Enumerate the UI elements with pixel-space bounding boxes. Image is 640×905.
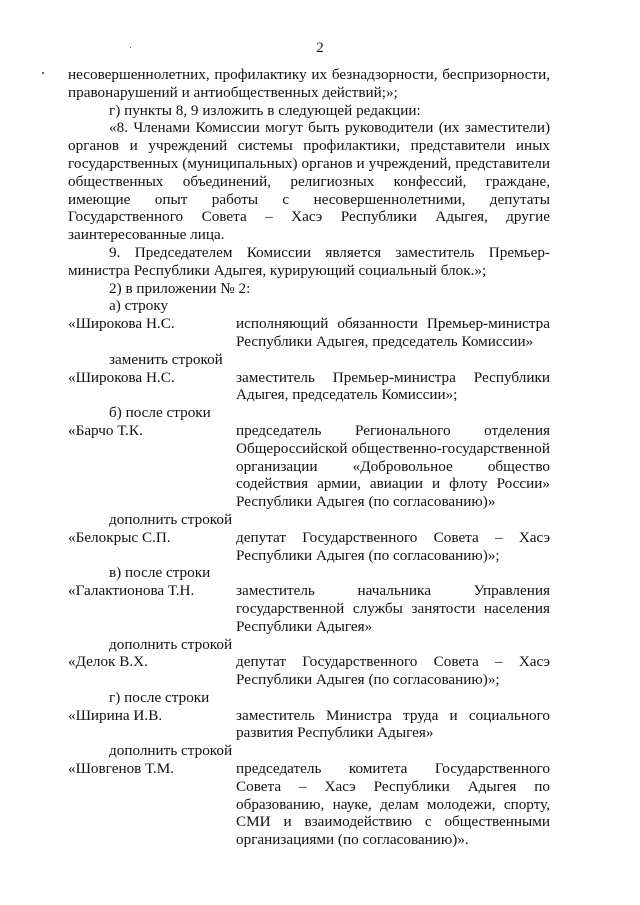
block-label: дополнить строкой xyxy=(109,742,233,760)
member-description: председатель Регионального отделения Общероссийской общественно-государственной организации «Добровольное общество содействия армии, авиации и флоту России» Республики Адыгея (по согласованию)» xyxy=(236,421,550,511)
member-name: «Широкова Н.С. xyxy=(68,315,175,333)
block-label: г) после строки xyxy=(109,688,210,706)
member-description: председатель комитета Государственного Совета – Хасэ Республики Адыгея по образованию, науке, делам молодежи, спорту, СМИ и взаимодействию с общественными организациями (по согласованию)». xyxy=(236,760,550,849)
block-label: заменить строкой xyxy=(109,350,223,368)
block-label: дополнить строкой xyxy=(109,510,233,528)
page-number: 2 xyxy=(316,40,324,56)
scan-speck xyxy=(42,72,44,74)
member-name: «Ширина И.В. xyxy=(68,706,163,724)
member-row xyxy=(68,422,550,511)
member-row xyxy=(68,369,550,405)
member-row xyxy=(68,529,550,565)
member-row xyxy=(68,315,550,351)
block-label: в) после строки xyxy=(109,564,211,582)
member-row xyxy=(68,582,550,635)
member-description: депутат Государственного Совета – Хасэ Республики Адыгея (по согласованию)»; xyxy=(236,528,550,564)
member-name: «Белокрыс С.П. xyxy=(68,528,171,546)
member-name: «Галактионова Т.Н. xyxy=(68,582,195,600)
paragraph-continuation: несовершеннолетних, профилактику их безнадзорности, беспризорности, правонарушений и антиобщественных действий;»; xyxy=(68,66,550,101)
member-name: «Барчо Т.К. xyxy=(68,421,143,439)
member-row xyxy=(68,707,550,743)
scan-speck xyxy=(130,47,131,48)
member-description: заместитель Премьер-министра Республики Адыгея, председатель Комиссии»; xyxy=(236,368,550,404)
member-description: депутат Государственного Совета – Хасэ Республики Адыгея (по согласованию)»; xyxy=(236,653,550,689)
block-label: дополнить строкой xyxy=(109,635,233,653)
member-description: заместитель начальника Управления государственной службы занятости населения Республики Адыгея» xyxy=(236,582,550,635)
block-label: б) после строки xyxy=(109,404,211,422)
member-description: заместитель Министра труда и социального развития Республики Адыгея» xyxy=(236,706,550,742)
paragraph-point-8: «8. Членами Комиссии могут быть руководители (их заместители) органов и учреждений системы профилактики, представители иных государственных (муниципальных) органов и учреждений, представители общественных объединений, религиозных конфессий, граждане, имеющие опыт работы с несовершеннолетними, депутаты Государственного Совета – Хасэ Республики Адыгея, другие заинтересованные лица. xyxy=(68,119,550,244)
member-description: исполняющий обязанности Премьер-министра Республики Адыгея, председатель Комиссии» xyxy=(236,315,550,350)
member-row xyxy=(68,653,550,689)
member-name: «Делок В.Х. xyxy=(68,653,148,671)
document-body xyxy=(68,66,550,849)
paragraph-item-g: г) пункты 8, 9 изложить в следующей редакции: xyxy=(109,101,421,119)
block-label: а) строку xyxy=(109,297,169,315)
paragraph-appendix-2: 2) в приложении № 2: xyxy=(109,279,251,297)
member-name: «Шовгенов Т.М. xyxy=(68,760,174,778)
paragraph-point-9: 9. Председателем Комиссии является заместитель Премьер-министра Республики Адыгея, курирующий социальный блок.»; xyxy=(68,243,550,279)
member-name: «Широкова Н.С. xyxy=(68,368,175,386)
member-row xyxy=(68,760,550,849)
